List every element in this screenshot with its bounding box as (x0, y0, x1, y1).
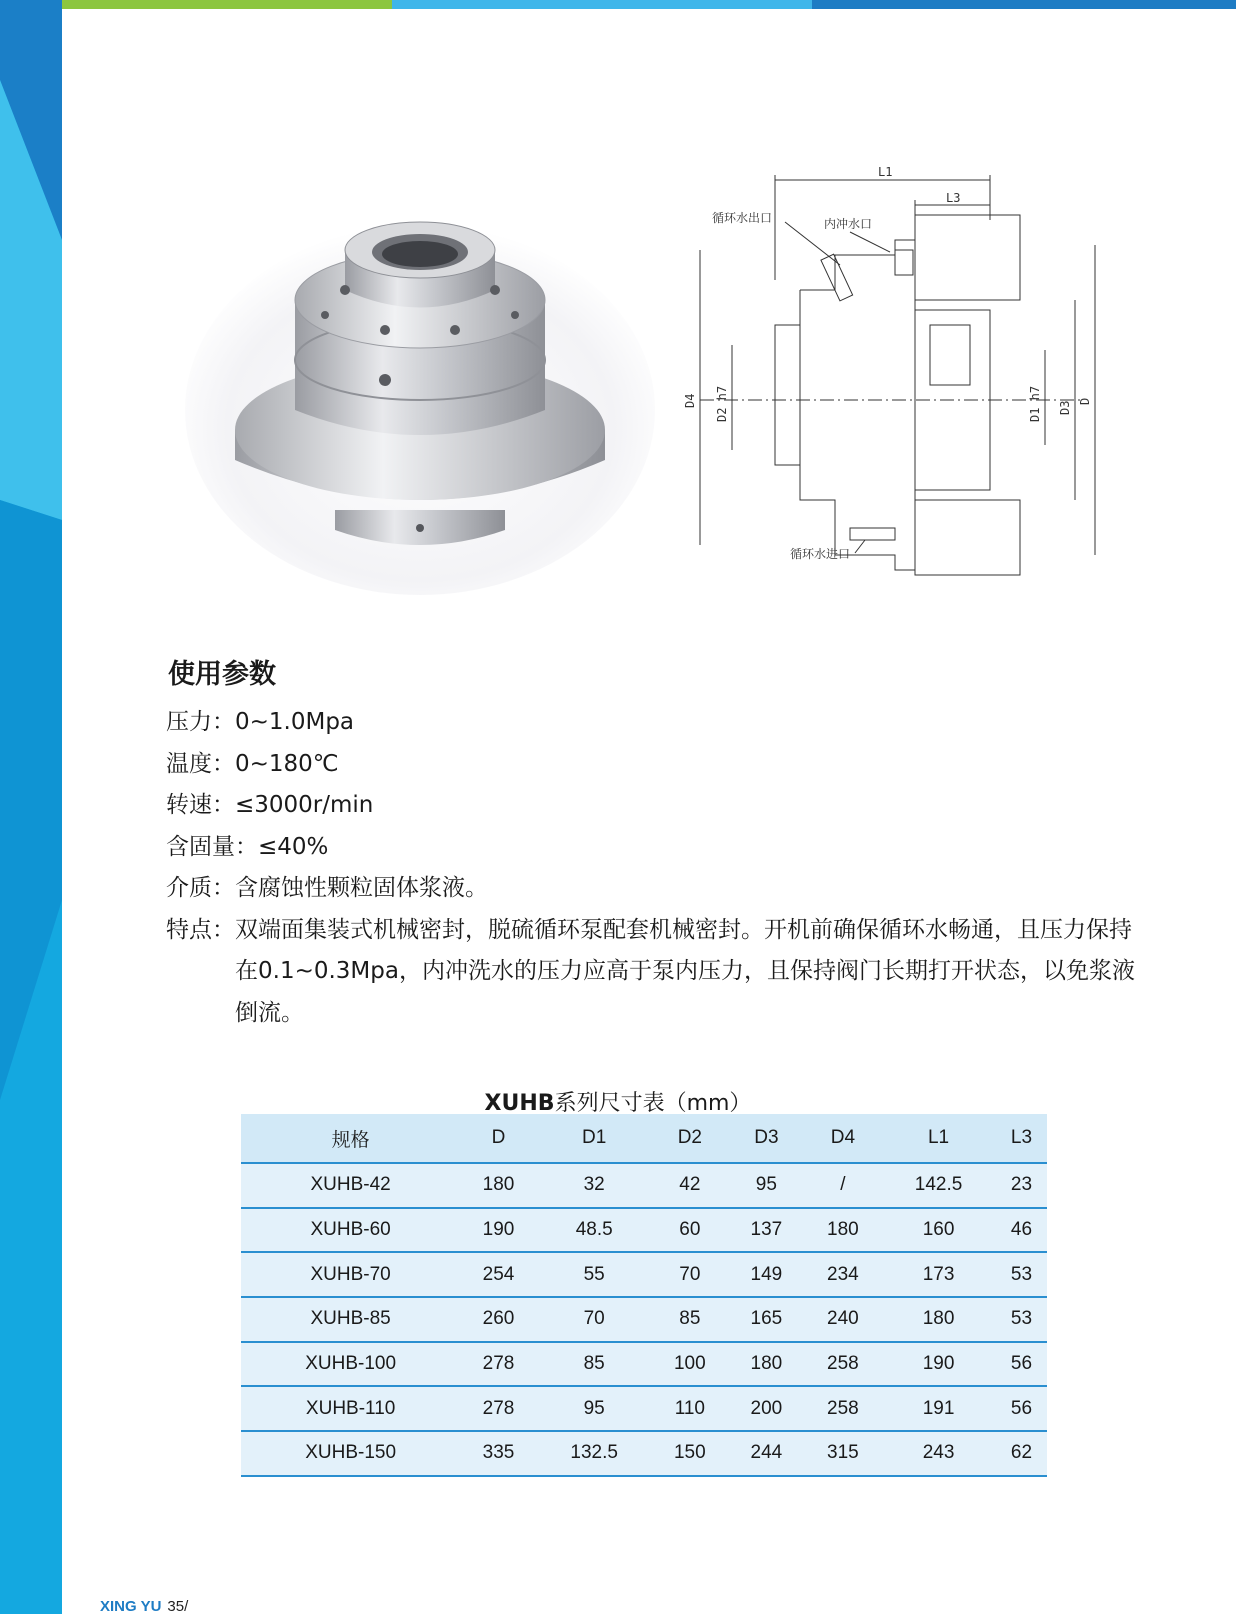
top-blue-stripe (392, 0, 812, 9)
param-features (166, 910, 1146, 1035)
table-cell: 191 (881, 1386, 996, 1431)
table-row (241, 1163, 1047, 1208)
dim-label-l1: L1 (878, 165, 893, 179)
table-cell: XUHB-100 (241, 1342, 460, 1387)
table-cell: 190 (881, 1342, 996, 1387)
table-cell: 190 (460, 1208, 537, 1253)
seal-cross-section-drawing (683, 160, 1130, 600)
param-label: 特点： (166, 916, 235, 943)
table-cell: 70 (537, 1297, 652, 1342)
table-cell: 53 (996, 1252, 1047, 1297)
param-value: ≤40% (258, 833, 329, 860)
table-cell: 56 (996, 1386, 1047, 1431)
label-inner-flush-port: 内冲水口 (824, 217, 873, 231)
mechanical-seal-photo (185, 210, 655, 590)
param-value: 双端面集装式机械密封，脱硫循环泵配套机械密封。开机前确保循环水畅通，且压力保持在0.1~0.3Mpa，内冲洗水的压力应高于泵内压力，且保持阀门长期打开状态，以免浆液倒流。 (235, 916, 1135, 1026)
table-row (241, 1297, 1047, 1342)
table-cell: 258 (805, 1386, 882, 1431)
table-cell: 165 (728, 1297, 805, 1342)
table-cell: 42 (652, 1163, 729, 1208)
table-row (241, 1208, 1047, 1253)
param-label: 含固量： (166, 833, 258, 860)
table-cell: 240 (805, 1297, 882, 1342)
footer-brand: XING YU (100, 1598, 162, 1615)
param-label: 介质： (166, 875, 235, 901)
header-cell: D (460, 1114, 537, 1163)
top-dark-blue-stripe (812, 0, 1236, 9)
table-cell: XUHB-150 (241, 1431, 460, 1476)
table-cell: 48.5 (537, 1208, 652, 1253)
table-row (241, 1252, 1047, 1297)
param-value: ≤3000r/min (235, 792, 374, 818)
table-cell: 180 (881, 1297, 996, 1342)
table-cell: 110 (652, 1386, 729, 1431)
table-cell: 160 (881, 1208, 996, 1253)
top-green-stripe (62, 0, 392, 9)
dim-label-d2: D2 h7 (715, 385, 729, 422)
table-cell: / (805, 1163, 882, 1208)
param-temperature (166, 744, 1146, 786)
table-cell: 149 (728, 1252, 805, 1297)
table-cell: 100 (652, 1342, 729, 1387)
param-value: 0~1.0Mpa (235, 709, 355, 735)
dim-label-d1: D1 h7 (1028, 385, 1042, 422)
table-header-row (241, 1114, 1047, 1163)
dim-label-l3: L3 (946, 191, 961, 205)
header-cell: 规格 (241, 1114, 460, 1163)
table-cell: 95 (728, 1163, 805, 1208)
table-cell: XUHB-42 (241, 1163, 460, 1208)
table-cell: 53 (996, 1297, 1047, 1342)
page-footer (100, 1598, 188, 1615)
table-cell: 173 (881, 1252, 996, 1297)
table-cell: 55 (537, 1252, 652, 1297)
label-circulation-outlet: 循环水出口 (712, 211, 773, 225)
table-cell: 200 (728, 1386, 805, 1431)
table-cell: 85 (537, 1342, 652, 1387)
table-cell: XUHB-110 (241, 1386, 460, 1431)
table-cell: 315 (805, 1431, 882, 1476)
table-body (241, 1163, 1047, 1476)
table-cell: 60 (652, 1208, 729, 1253)
table-cell: 180 (460, 1163, 537, 1208)
table-cell: 70 (652, 1252, 729, 1297)
table-cell: XUHB-70 (241, 1252, 460, 1297)
left-decorative-bar (0, 0, 62, 1614)
table-cell: 85 (652, 1297, 729, 1342)
table-cell: 56 (996, 1342, 1047, 1387)
table-cell: 150 (652, 1431, 729, 1476)
dimension-table (241, 1114, 1047, 1477)
table-cell: 137 (728, 1208, 805, 1253)
dim-label-d: D (1078, 397, 1092, 405)
page-number: 35/ (167, 1598, 189, 1615)
param-speed (166, 785, 1146, 827)
table-cell: 254 (460, 1252, 537, 1297)
param-value: 0~180℃ (235, 750, 339, 777)
table-row (241, 1431, 1047, 1476)
dim-label-d4: D4 (683, 393, 697, 408)
table-title-rest: 系列尺寸表（mm） (554, 1091, 752, 1116)
table-cell: 260 (460, 1297, 537, 1342)
header-cell: D1 (537, 1114, 652, 1163)
table-cell: 180 (805, 1208, 882, 1253)
table-cell: XUHB-85 (241, 1297, 460, 1342)
table-cell: 180 (728, 1342, 805, 1387)
table-cell: 278 (460, 1342, 537, 1387)
table-title (0, 1086, 1236, 1117)
param-solid-content (166, 827, 1146, 869)
header-cell: D3 (728, 1114, 805, 1163)
header-cell: D2 (652, 1114, 729, 1163)
table-title-series: XUHB (484, 1091, 555, 1116)
table-cell: XUHB-60 (241, 1208, 460, 1253)
table-cell: 244 (728, 1431, 805, 1476)
table-cell: 62 (996, 1431, 1047, 1476)
table-cell: 95 (537, 1386, 652, 1431)
table-row (241, 1342, 1047, 1387)
param-pressure (166, 702, 1146, 744)
table-cell: 278 (460, 1386, 537, 1431)
table-cell: 132.5 (537, 1431, 652, 1476)
param-value: 含腐蚀性颗粒固体浆液。 (235, 875, 488, 901)
param-label: 温度： (166, 750, 235, 777)
header-cell: D4 (805, 1114, 882, 1163)
table-cell: 46 (996, 1208, 1047, 1253)
section-title: 使用参数 (168, 659, 276, 690)
param-label: 转速： (166, 792, 235, 818)
dim-label-d3: D3 (1058, 400, 1072, 415)
table-cell: 258 (805, 1342, 882, 1387)
header-cell: L1 (881, 1114, 996, 1163)
table-cell: 243 (881, 1431, 996, 1476)
parameters-list (166, 702, 1146, 1034)
param-medium (166, 868, 1146, 910)
table-cell: 142.5 (881, 1163, 996, 1208)
table-cell: 32 (537, 1163, 652, 1208)
header-cell: L3 (996, 1114, 1047, 1163)
table-cell: 23 (996, 1163, 1047, 1208)
table-cell: 234 (805, 1252, 882, 1297)
param-label: 压力： (166, 709, 235, 735)
label-circulation-inlet: 循环水进口 (790, 547, 851, 561)
table-cell: 335 (460, 1431, 537, 1476)
table-row (241, 1386, 1047, 1431)
